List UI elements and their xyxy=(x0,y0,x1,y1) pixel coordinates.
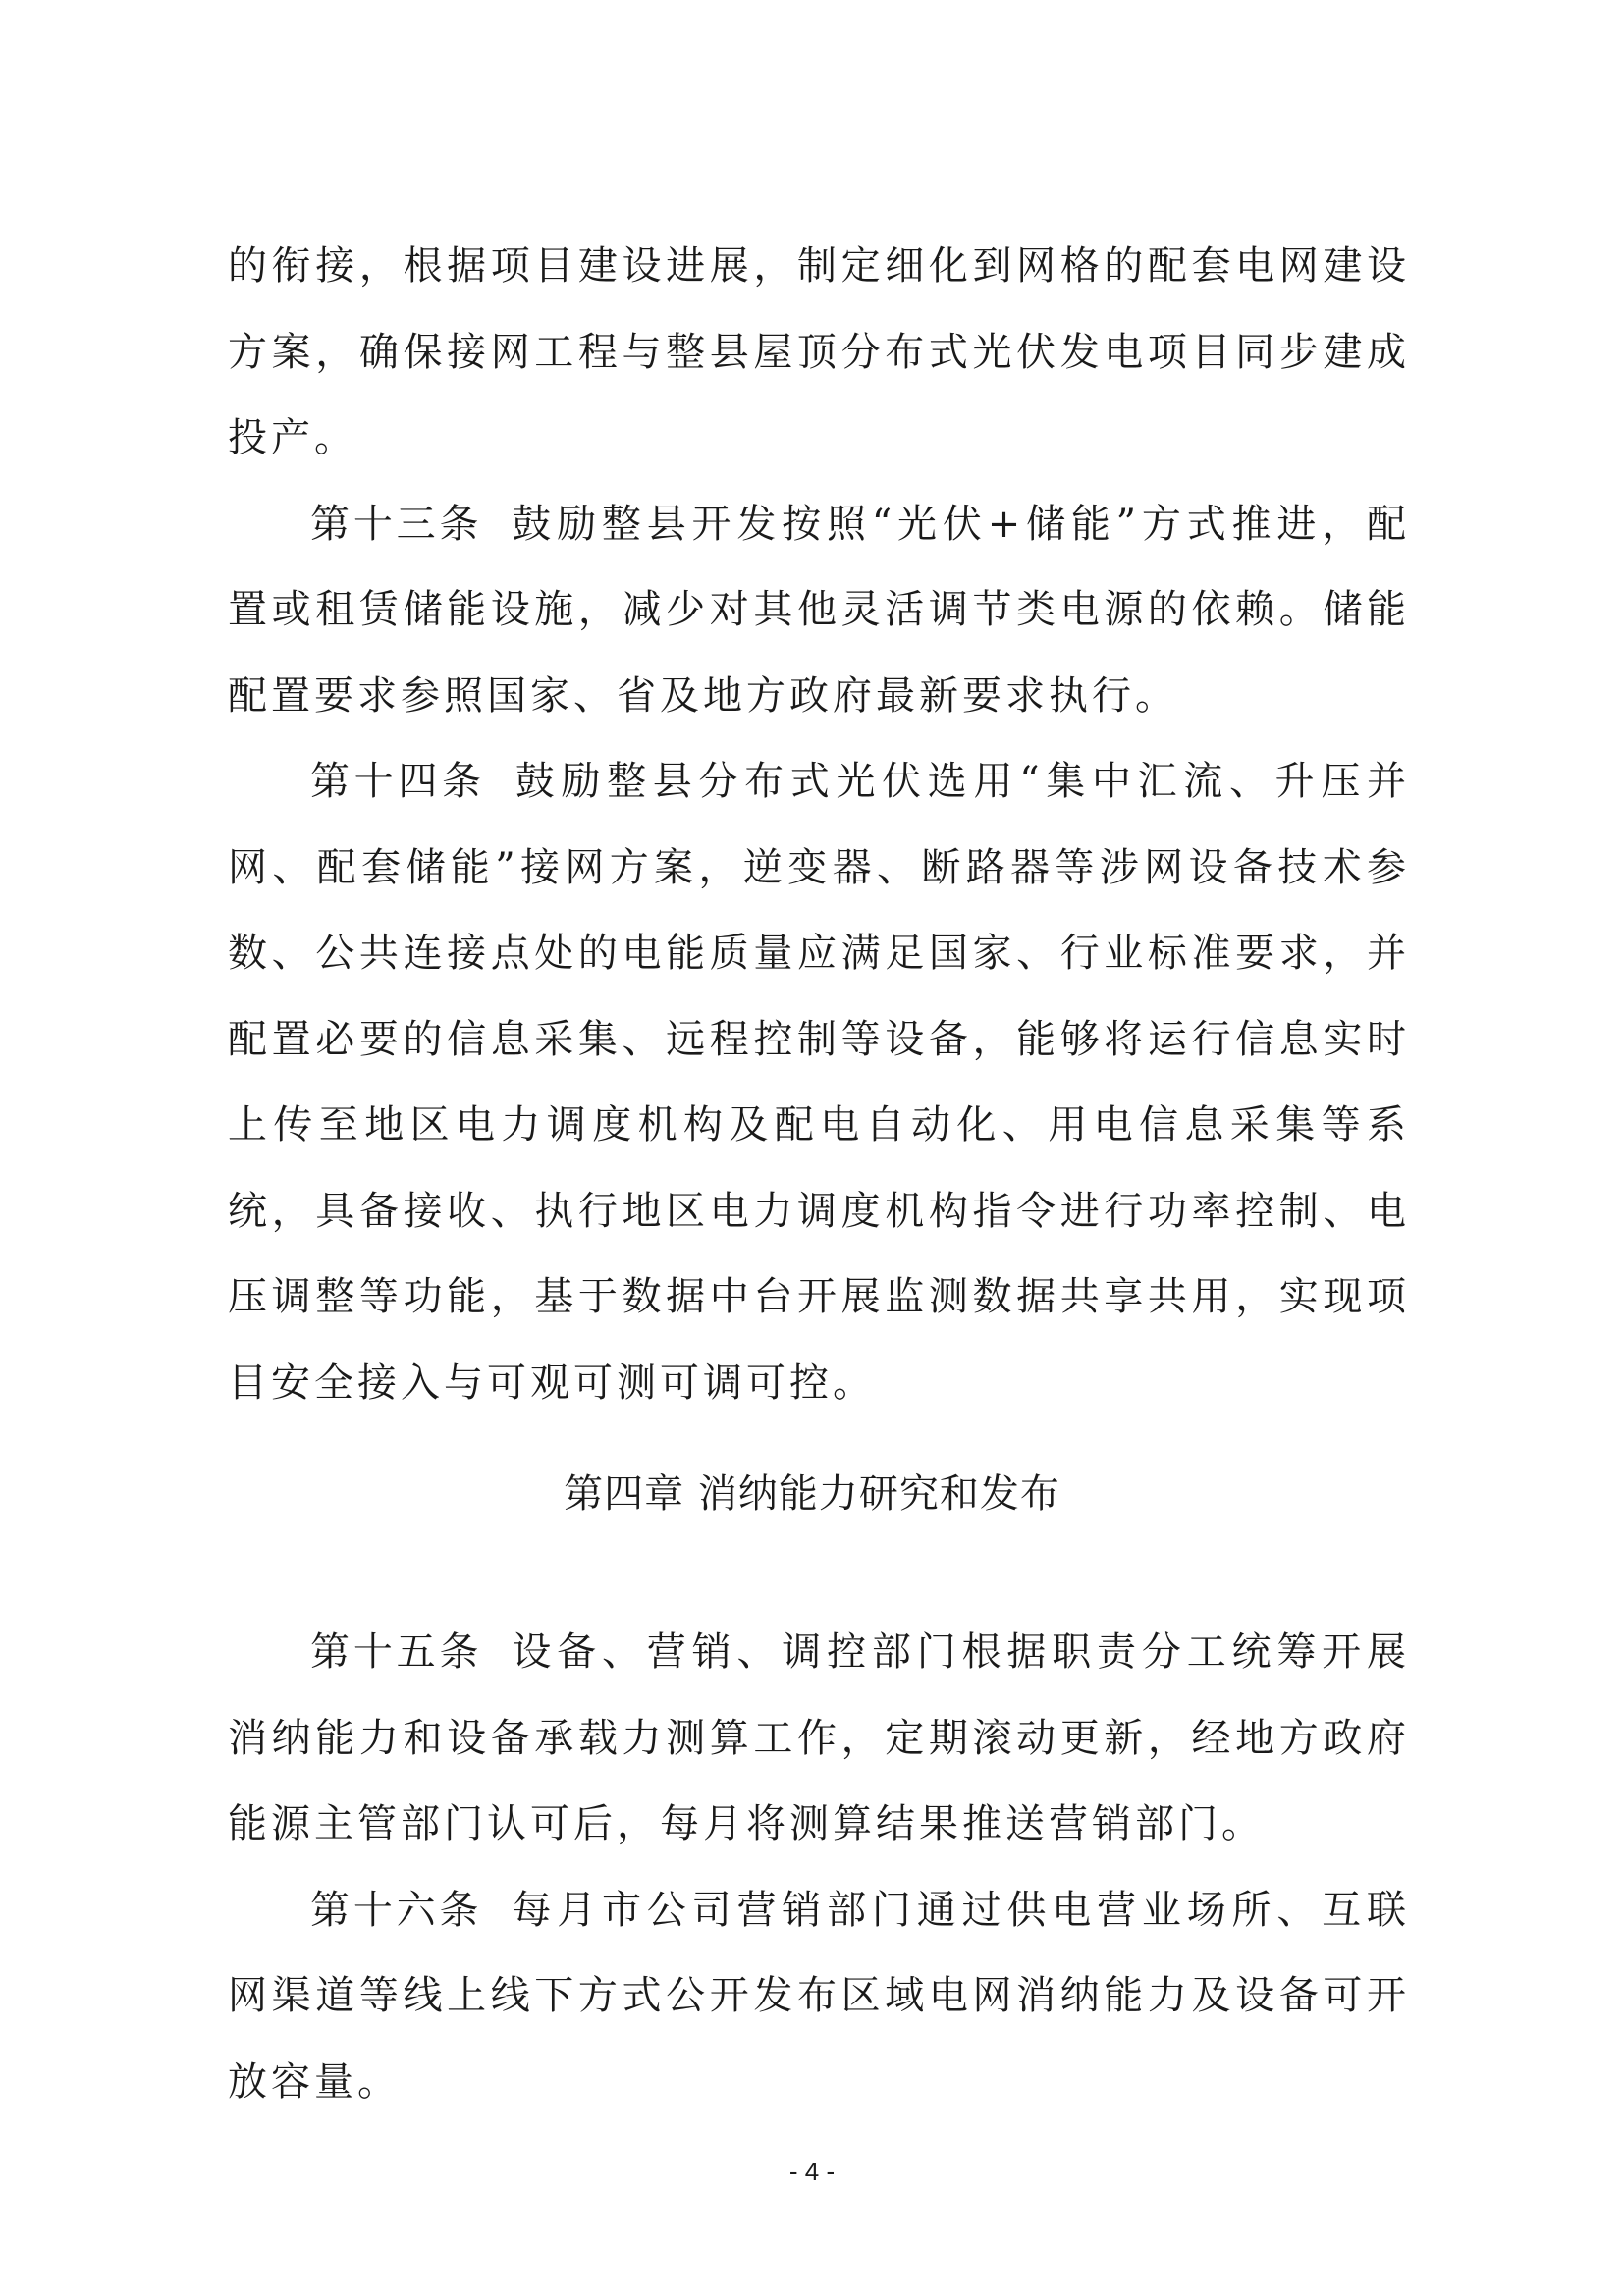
article-15 xyxy=(228,1610,1410,1868)
article-14 xyxy=(228,739,1410,1426)
article-text: 设备、营销、调控部门根据职责分工统筹开展消纳能力和设备承载力测算工作，定期滚动更新，经地方政府能源主管部门认可后，每月将测算结果推送营销部门。 xyxy=(228,1629,1411,1846)
article-text: 鼓励整县分布式光伏选用“集中汇流、升压并网、配套储能”接网方案，逆变器、断路器等涉网设备技术参数、公共连接点处的电能质量应满足国家、行业标准要求，并配置必要的信息采集、远程控制等设备，能够将运行信息实时上传至地区电力调度机构及配电自动化、用电信息采集等系统，具备接收、执行地区电力调度机构指令进行功率控制、电压调整等功能，基于数据中台开展监测数据共享共用，实现项目安全接入与可观可测可调可控。 xyxy=(228,759,1411,1406)
continuation-paragraph: 的衔接，根据项目建设进展，制定细化到网格的配套电网建设方案，确保接网工程与整县屋顶分布式光伏发电项目同步建成投产。 xyxy=(228,243,1410,460)
text-block-lower xyxy=(228,1610,1410,2125)
article-label: 第十六条 xyxy=(310,1887,483,1933)
article-label: 第十三条 xyxy=(310,501,483,547)
chapter-heading: 第四章 消纳能力研究和发布 xyxy=(564,1471,1060,1517)
page-number: - 4 - xyxy=(788,2157,836,2186)
article-16 xyxy=(228,1868,1410,2126)
article-13 xyxy=(228,482,1410,740)
text-block-upper xyxy=(228,224,1410,1426)
article-text: 鼓励整县开发按照“光伏+储能”方式推进，配置或租赁储能设施，减少对其他灵活调节类电源的依赖。储能配置要求参照国家、省及地方政府最新要求执行。 xyxy=(228,501,1410,719)
article-label: 第十五条 xyxy=(310,1629,483,1675)
article-label: 第十四条 xyxy=(310,759,486,804)
article-text: 每月市公司营销部门通过供电营业场所、互联网渠道等线上线下方式公开发布区域电网消纳能力及设备可开放容量。 xyxy=(228,1887,1411,2105)
